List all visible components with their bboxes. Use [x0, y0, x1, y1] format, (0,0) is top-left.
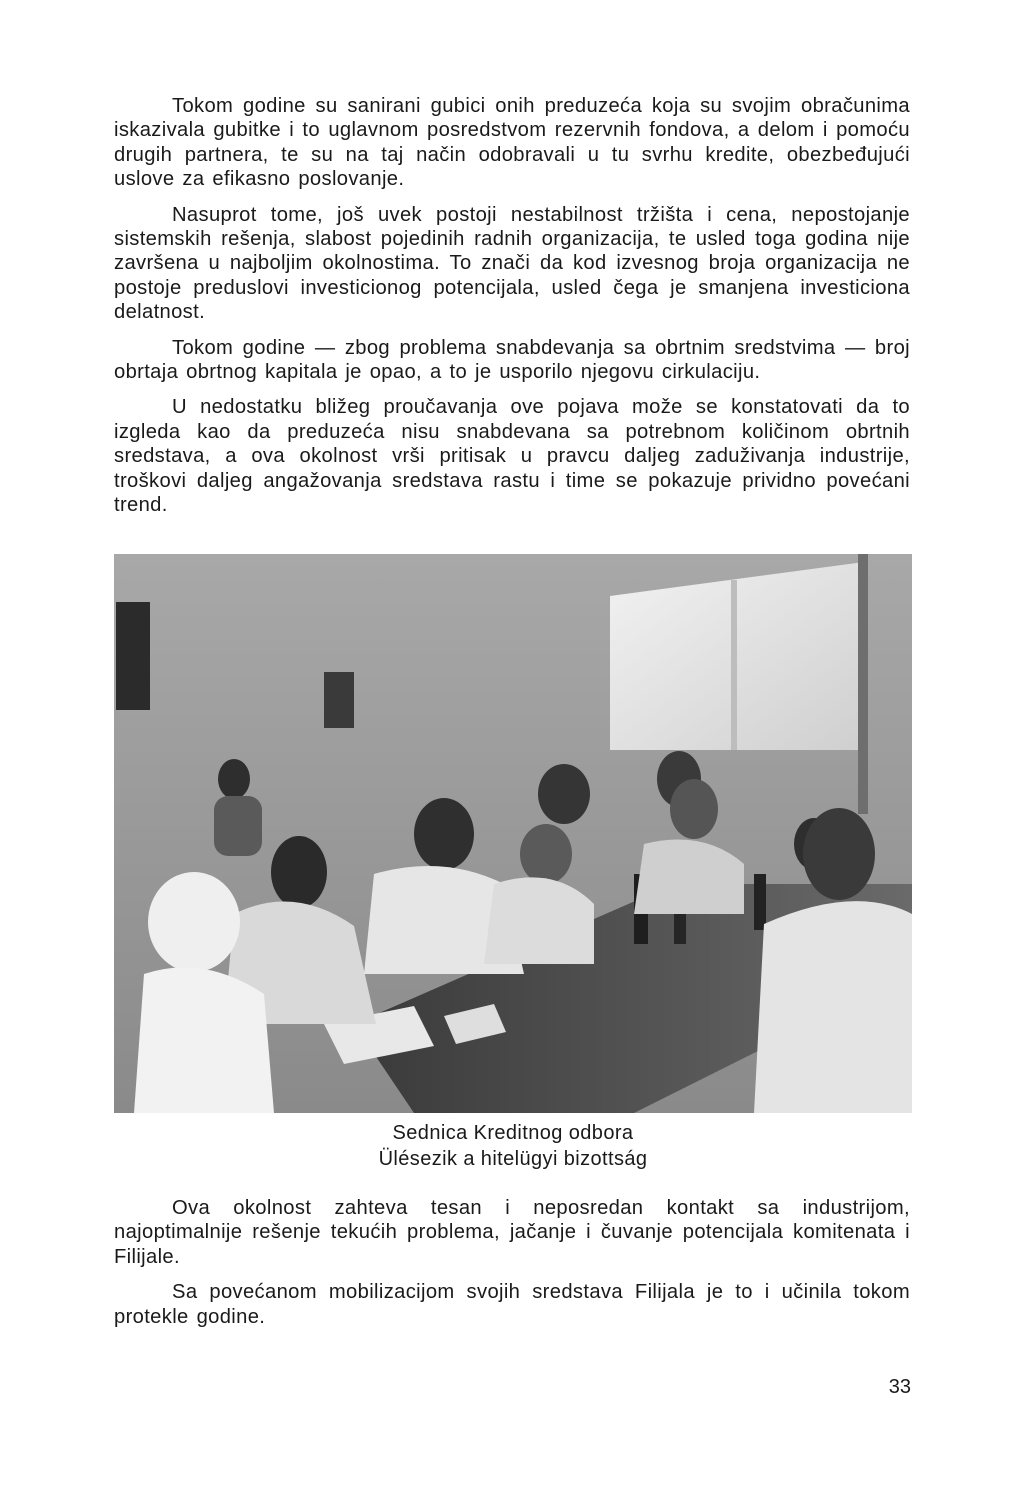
meeting-photo-icon: [114, 554, 912, 1113]
paragraph: Tokom godine su sanirani gubici onih preduzeća koja su svojim obračunima iskazivala gubitke i to uglavnom posredstvom rezervnih fondova, a delom i pomoću drugih partnera, te su na taj način odobravali u tu svrhu kredite, obezbeđujući uslove za efikasno poslovanje.: [114, 95, 910, 191]
body-text-top: [114, 94, 910, 529]
paragraph: Ova okolnost zahteva tesan i neposredan kontakt sa industrijom, najoptimalnije rešenje tekućih problema, jačanje i čuvanje potencijala komitenata i Filijale.: [114, 1197, 910, 1268]
page-number: 33: [888, 1376, 911, 1398]
paragraph: Tokom godine — zbog problema snabdevanja sa obrtnim sredstvima — broj obrtaja obrtnog kapitala je opao, a to je usporilo njegovu cirkulaciju.: [114, 336, 910, 384]
paragraph: Sa povećanom mobilizacijom svojih sredstava Filijala je to i učinila tokom protekle godine.: [114, 1281, 910, 1328]
paragraph: U nedostatku bližeg proučavanja ove pojava može se konstatovati da to izgleda kao da preduzeća nisu snabdevana sa potrebnom količinom obrtnih sredstava, a ova okolnost vrši pritisak u pravcu daljeg zaduživanja industrije, troškovi daljeg angažovanja sredstava rastu i time se pokazuje prividno povećani trend.: [114, 396, 910, 517]
photo-caption: [114, 1120, 912, 1172]
caption-line: Sednica Kreditnog odbora: [392, 1122, 634, 1144]
photo-drawing: [114, 554, 912, 1113]
caption-line: Ülésezik a hitelügyi bizottság: [378, 1148, 648, 1170]
body-text-bottom: [114, 1196, 910, 1340]
paragraph: Nasuprot tome, još uvek postoji nestabilnost tržišta i cena, nepostojanje sistemskih rešenja, slabost pojedinih radnih organizacija, te usled toga godina nije završena u najboljim okolnostima. To znači da kod izvesnog broja organizacija ne postoje preduslovi investicionog potencijala, usled čega je smanjena investiciona delatnost.: [114, 203, 910, 324]
